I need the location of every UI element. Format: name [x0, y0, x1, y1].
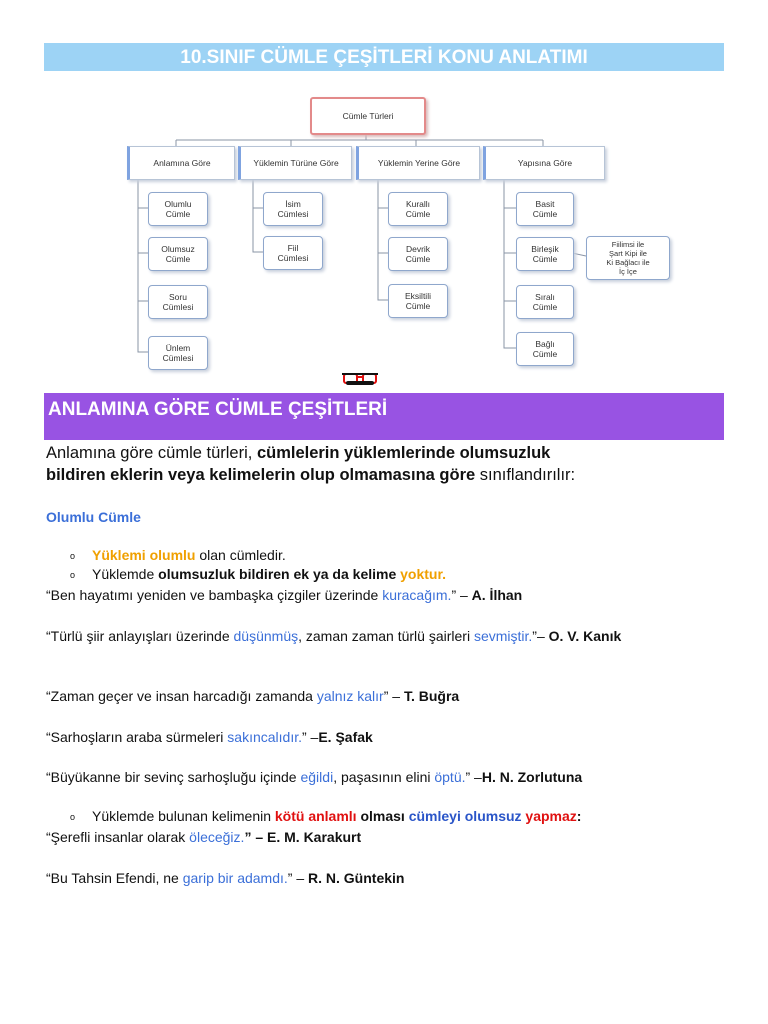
bullet-marker-icon: o [70, 812, 76, 822]
author-name: E. M. Karakurt [267, 829, 362, 845]
intro-text: sınıflandırılır: [475, 466, 576, 484]
diagram-leaf: Devrik Cümle [388, 237, 448, 271]
example-sentence [46, 626, 726, 646]
diagram-leaf: Sıralı Cümle [516, 285, 574, 319]
example-sentence [46, 727, 726, 747]
diagram-leaf: Birleşik Cümle [516, 237, 574, 271]
highlight-text: cümleyi olumsuz [408, 808, 526, 824]
predicate-text: sevmiştir. [473, 628, 533, 644]
author-name: H. N. Zorlutuna [481, 769, 583, 785]
predicate-text: öptü. [434, 769, 466, 785]
diagram-leaf: Ünlem Cümlesi [148, 336, 208, 370]
diagram-connectors [0, 0, 768, 380]
bullet-text: Yüklemde [92, 566, 159, 582]
diagram-leaf: Soru Cümlesi [148, 285, 208, 319]
predicate-text: öleceğiz. [189, 829, 245, 845]
bold-text: olması [356, 808, 409, 824]
bold-text: olumsuzluk bildiren ek ya da kelime [158, 566, 401, 582]
predicate-text: yalnız kalır [316, 688, 384, 704]
example-text: “Bu Tahsin Efendi, ne [46, 870, 183, 886]
example-text: “Sarhoşların araba sürmeleri [46, 729, 228, 745]
highlight-text: yapmaz [525, 808, 577, 824]
predicate-text: garip bir adamdı. [182, 870, 288, 886]
intro-paragraph [46, 442, 726, 486]
example-text: , zaman zaman türlü şairleri [298, 628, 474, 644]
example-text: ”– [532, 628, 549, 644]
diagram-category-yapi: Yapısına Göre [483, 146, 605, 180]
example-text: ” – [287, 870, 309, 886]
bullet-text: olan cümledir. [195, 547, 286, 563]
bullet-marker-icon: o [70, 551, 76, 561]
diagram-category-yuklem-yer: Yüklemin Yerine Göre [356, 146, 480, 180]
bullet-marker-icon: o [70, 570, 76, 580]
diagram-root: Cümle Türleri [310, 97, 426, 135]
section-title: ANLAMINA GÖRE CÜMLE ÇEŞİTLERİ [44, 393, 724, 440]
example-text: ” – [302, 729, 319, 745]
sentence-types-diagram [0, 0, 768, 380]
highlight-text: kötü anlamlı [274, 808, 357, 824]
example-text: “Büyükanne bir sevinç sarhoşluğu içinde [46, 769, 301, 785]
intro-text: Anlamına göre cümle türleri, [46, 444, 257, 462]
example-text: ” – [465, 769, 482, 785]
diagram-leaf: Fiil Cümlesi [263, 236, 323, 270]
example-text: “Zaman geçer ve insan harcadığı zamanda [46, 688, 317, 704]
diagram-leaf: Kurallı Cümle [388, 192, 448, 226]
bold-text: : [576, 808, 582, 824]
predicate-text: kuracağım. [382, 587, 452, 603]
example-text: , paşasının elini [333, 769, 435, 785]
highlight-text: yoktur. [400, 566, 447, 582]
diagram-leaf: Eksiltili Cümle [388, 284, 448, 318]
intro-bold: bildiren eklerin veya kelimelerin olup olmamasına göre [46, 466, 476, 484]
example-text: ” – [451, 587, 472, 603]
predicate-text: düşünmüş [233, 628, 299, 644]
diagram-note: Fiilimsi ile Şart Kipi ile Ki Bağlacı ile İç İçe [586, 236, 670, 280]
diagram-leaf: Olumlu Cümle [148, 192, 208, 226]
example-sentence [46, 767, 726, 787]
author-name: T. Buğra [403, 688, 460, 704]
example-sentence [46, 868, 726, 888]
subheading-olumlu: Olumlu Cümle [46, 509, 141, 525]
example-text: “Türlü şiir anlayışları üzerinde [46, 628, 234, 644]
author-name: R. N. Güntekin [308, 870, 405, 886]
example-text: ” – [244, 829, 268, 845]
page-title: 10.SINIF CÜMLE ÇEŞİTLERİ KONU ANLATIMI [44, 43, 724, 71]
diagram-category-yuklem-tur: Yüklemin Türüne Göre [238, 146, 352, 180]
example-text: ” – [383, 688, 404, 704]
glasses-icon [342, 371, 378, 392]
highlight-text: Yüklemi olumlu [92, 547, 196, 563]
example-sentence [46, 686, 726, 706]
example-sentence [46, 827, 726, 847]
example-sentence [46, 585, 726, 605]
predicate-text: sakıncalıdır. [227, 729, 302, 745]
author-name: O. V. Kanık [548, 628, 622, 644]
example-text: “Şerefli insanlar olarak [46, 829, 190, 845]
author-name: E. Şafak [318, 729, 373, 745]
bullet-text: Yüklemde bulunan kelimenin [92, 808, 275, 824]
intro-bold: cümlelerin yüklemlerinde olumsuzluk [256, 444, 551, 462]
diagram-leaf: Bağlı Cümle [516, 332, 574, 366]
diagram-category-anlam: Anlamına Göre [127, 146, 235, 180]
predicate-text: eğildi [300, 769, 334, 785]
diagram-leaf: İsim Cümlesi [263, 192, 323, 226]
diagram-leaf: Basit Cümle [516, 192, 574, 226]
example-text: “Ben hayatımı yeniden ve bambaşka çizgiler üzerinde [46, 587, 383, 603]
author-name: A. İlhan [471, 587, 523, 603]
diagram-leaf: Olumsuz Cümle [148, 237, 208, 271]
